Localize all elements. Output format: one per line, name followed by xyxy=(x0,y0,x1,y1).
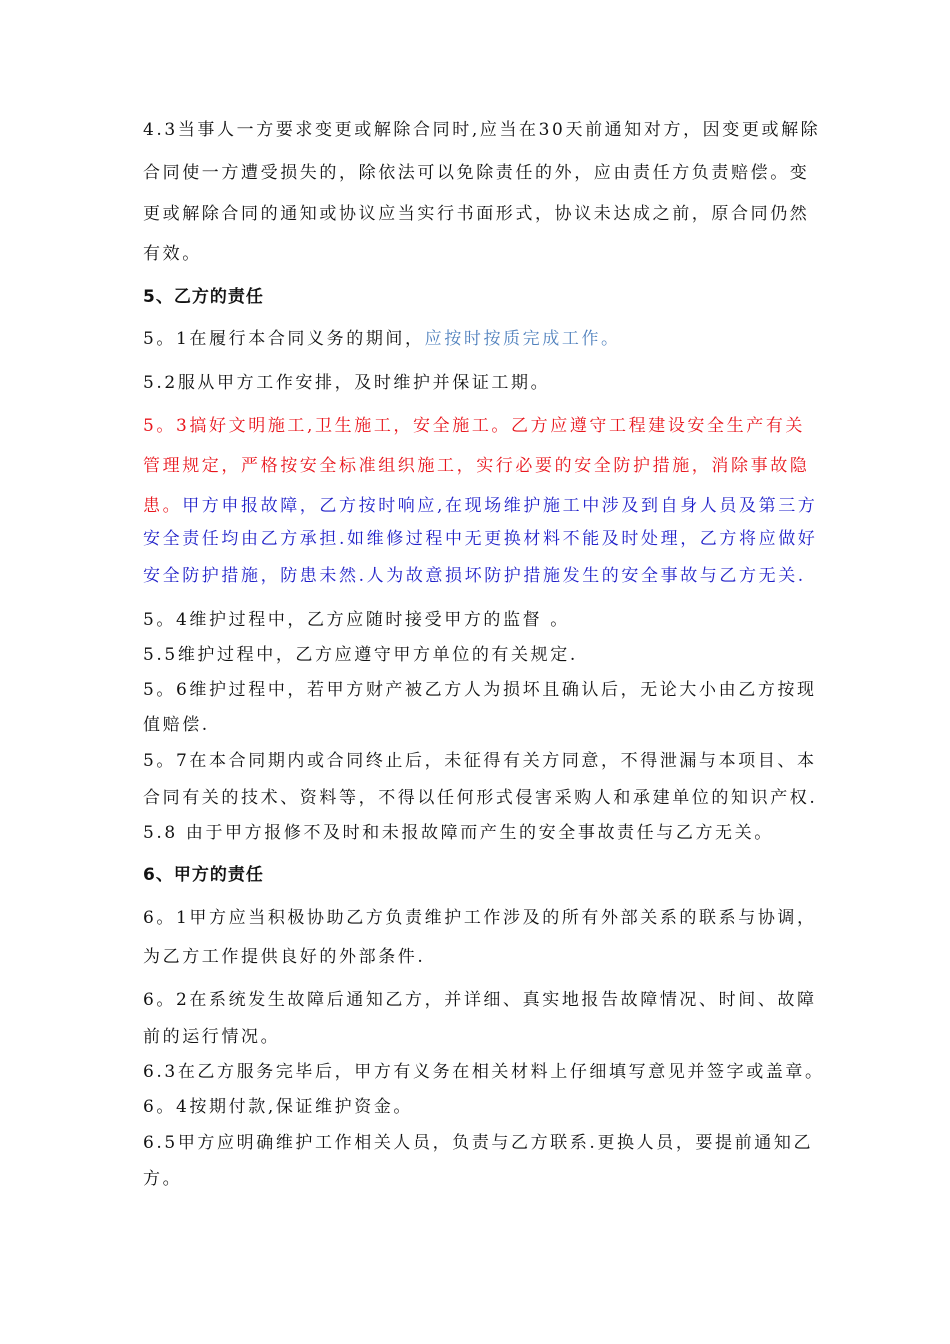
section-6-heading: 6、甲方的责任 xyxy=(143,865,264,885)
clause-5-6-line-2: 值赔偿. xyxy=(143,715,210,735)
clause-5-3-line-5: 安全防护措施，防患未然.人为故意损坏防护措施发生的安全事故与乙方无关. xyxy=(143,566,806,586)
clause-5-1-prefix: 5。1在履行本合同义务的期间， xyxy=(143,329,425,349)
clause-4-3-line-3: 更或解除合同的通知或协议应当实行书面形式，协议未达成之前，原合同仍然 xyxy=(143,204,810,224)
clause-5-3-line-3-red: 患。 xyxy=(143,496,183,516)
clause-5-3-line-2: 管理规定，严格按安全标准组织施工，实行必要的安全防护措施，消除事故隐 xyxy=(143,456,810,476)
clause-6-5-line-2: 方。 xyxy=(143,1169,183,1189)
clause-6-1-line-2: 为乙方工作提供良好的外部条件. xyxy=(143,947,426,967)
clause-5-2: 5.2服从甲方工作安排，及时维护并保证工期。 xyxy=(143,373,551,393)
section-5-heading: 5、乙方的责任 xyxy=(143,287,264,307)
clause-6-4: 6。4按期付款,保证维护资金。 xyxy=(143,1097,414,1117)
clause-6-2-line-1: 6。2在系统发生故障后通知乙方，并详细、真实地报告故障情况、时间、故障 xyxy=(143,990,817,1010)
clause-5-3-line-3-blue: 甲方申报故障，乙方按时响应,在现场维护施工中涉及到自身人员及第三方 xyxy=(182,496,818,516)
clause-4-3-line-4: 有效。 xyxy=(143,244,202,264)
clause-5-6-line-1: 5。6维护过程中，若甲方财产被乙方人为损坏且确认后，无论大小由乙方按现 xyxy=(143,680,817,700)
clause-5-3-line-1: 5。3搞好文明施工,卫生施工，安全施工。乙方应遵守工程建设安全生产有关 xyxy=(143,416,806,436)
clause-6-1-line-1: 6。1甲方应当积极协助乙方负责维护工作涉及的所有外部关系的联系与协调， xyxy=(143,908,817,928)
clause-5-3-line-4: 安全责任均由乙方承担.如维修过程中无更换材料不能及时处理，乙方将应做好 xyxy=(143,529,818,549)
clause-5-1-highlight: 应按时按质完成工作。 xyxy=(424,329,621,349)
clause-5-7-line-2: 合同有关的技术、资料等，不得以任何形式侵害采购人和承建单位的知识产权. xyxy=(143,788,818,808)
clause-6-2-line-2: 前的运行情况。 xyxy=(143,1027,281,1047)
clause-6-5-line-1: 6.5甲方应明确维护工作相关人员，负责与乙方联系.更换人员，要提前通知乙 xyxy=(143,1133,814,1153)
clause-6-3: 6.3在乙方服务完毕后，甲方有义务在相关材料上仔细填写意见并签字或盖章。 xyxy=(143,1062,825,1082)
clause-5-4: 5。4维护过程中，乙方应随时接受甲方的监督 。 xyxy=(143,610,570,630)
clause-5-8: 5.8 由于甲方报修不及时和未报故障而产生的安全事故责任与乙方无关。 xyxy=(143,823,774,843)
clause-5-5: 5.5维护过程中，乙方应遵守甲方单位的有关规定. xyxy=(143,645,578,665)
clause-5-7-line-1: 5。7在本合同期内或合同终止后，未征得有关方同意，不得泄漏与本项目、本 xyxy=(143,751,817,771)
clause-5-3-line-3 xyxy=(143,495,818,517)
clause-5-1 xyxy=(143,328,813,350)
clause-4-3-line-2: 合同使一方遭受损失的，除依法可以免除责任的外，应由责任方负责赔偿。变 xyxy=(143,163,810,183)
clause-4-3-line-1: 4.3当事人一方要求变更或解除合同时,应当在30天前通知对方，因变更或解除 xyxy=(143,120,821,140)
